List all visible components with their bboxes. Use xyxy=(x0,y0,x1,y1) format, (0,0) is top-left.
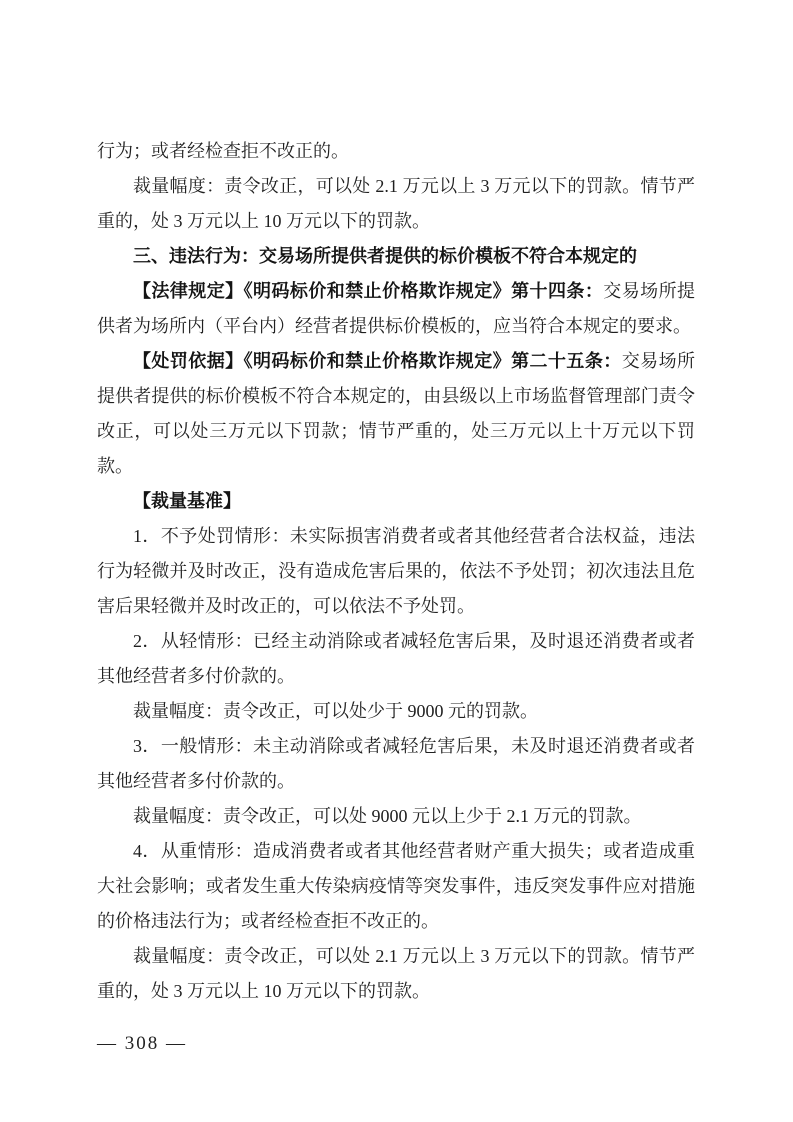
text-segment: 行为；或者经检查拒不改正的。 xyxy=(97,141,349,161)
text-segment: 1．不予处罚情形：未实际损害消费者或者其他经营者合法权益，违法行为轻微并及时改正，没有造成危害后果的，依法不予处罚；初次违法且危害后果轻微并及时改正的，可以依法不予处罚。 xyxy=(97,526,695,616)
text-segment: 裁量幅度：责令改正，可以处 2.1 万元以上 3 万元以下的罚款。情节严重的，处 3 万元以上 10 万元以下的罚款。 xyxy=(97,176,695,231)
text-segment: 4．从重情形：造成消费者或者其他经营者财产重大损失；或者造成重大社会影响；或者发生重大传染病疫情等突发事件，违反突发事件应对措施的价格违法行为；或者经检查拒不改正的。 xyxy=(97,841,695,931)
paragraph xyxy=(97,134,695,169)
text-segment: 裁量幅度：责令改正，可以处 9000 元以上少于 2.1 万元的罚款。 xyxy=(133,806,642,826)
page-number: — 308 — xyxy=(97,1033,187,1054)
paragraph xyxy=(97,834,695,939)
text-segment: 交易场所提供者为场所内（平台内）经营者提供标价模板的，应当符合本规定的要求。 xyxy=(97,281,695,336)
bold-text-segment: 【裁量基准】 xyxy=(133,491,241,511)
document-body xyxy=(97,134,695,1009)
text-segment: 3．一般情形：未主动消除或者减轻危害后果，未及时退还消费者或者其他经营者多付价款的。 xyxy=(97,736,695,791)
paragraph xyxy=(97,169,695,239)
text-segment: 交易场所提供者提供的标价模板不符合本规定的，由县级以上市场监督管理部门责令改正，可以处三万元以下罚款；情节严重的，处三万元以上十万元以下罚款。 xyxy=(97,351,696,476)
paragraph xyxy=(97,799,695,834)
paragraph xyxy=(97,694,695,729)
page-footer xyxy=(97,1030,187,1058)
paragraph xyxy=(97,274,695,344)
bold-text-segment: 【法律规定】《明码标价和禁止价格欺诈规定》第十四条： xyxy=(133,281,604,301)
paragraph xyxy=(97,939,695,1009)
paragraph xyxy=(97,729,695,799)
text-segment: 裁量幅度：责令改正，可以处少于 9000 元的罚款。 xyxy=(133,701,538,721)
paragraph xyxy=(97,484,695,519)
bold-text-segment: 【处罚依据】《明码标价和禁止价格欺诈规定》第二十五条： xyxy=(133,351,622,371)
paragraph xyxy=(97,239,695,274)
paragraph xyxy=(97,344,695,484)
paragraph xyxy=(97,624,695,694)
text-segment: 2．从轻情形：已经主动消除或者减轻危害后果，及时退还消费者或者其他经营者多付价款的。 xyxy=(97,631,695,686)
text-segment: 裁量幅度：责令改正，可以处 2.1 万元以上 3 万元以下的罚款。情节严重的，处 3 万元以上 10 万元以下的罚款。 xyxy=(97,946,695,1001)
paragraph xyxy=(97,519,695,624)
bold-text-segment: 三、违法行为：交易场所提供者提供的标价模板不符合本规定的 xyxy=(133,246,637,266)
